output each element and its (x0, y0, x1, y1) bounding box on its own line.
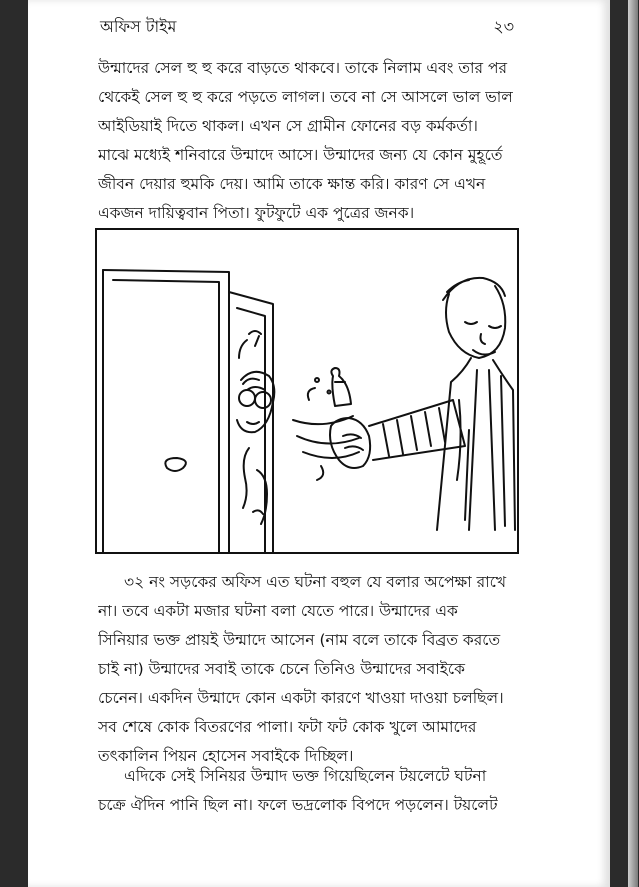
text-line: ৩২ নং সড়কের অফিস এত ঘটনা বহুল যে বলার অপেক্ষা রাখে (124, 573, 507, 591)
text-line: সব শেষে কোক বিতরণের পালা। ফটা ফট কোক খুলে আমাদের (98, 718, 477, 736)
coke-bottle (331, 368, 351, 406)
text-line: থেকেই সেল হু হু করে পড়তে লাগল। তবে না সে আসলে ভাল ভাল (98, 88, 513, 106)
running-header (100, 14, 514, 36)
cartoon-drawing (97, 230, 517, 552)
text-line: তৎকালিন পিয়ন হোসেন সবাইকে দিচ্ছিল। (98, 747, 354, 765)
text-line: উন্মাদের সেল হু হু করে বাড়তে থাকবে। তাকে নিলাম এবং তার পর (98, 59, 508, 77)
text-line: চাই না) উন্মাদের সবাই তাকে চেনে তিনিও উন্মাদের সবাইকে (98, 660, 465, 678)
crumpled-paper (165, 458, 186, 471)
cartoon-illustration (95, 228, 519, 554)
book-title: অফিস টাইম (100, 17, 177, 36)
text-line: এদিকে সেই সিনিয়র উন্মাদ ভক্ত গিয়েছিলেন টয়লেটে ঘটনা (124, 767, 487, 785)
text-line: সিনিয়ার ভক্ত প্রায়ই উন্মাদে আসেন (নাম বলে তাকে বিব্রত করতে (98, 631, 501, 649)
text-line: মাঝে মধ্যেই শনিবারে উন্মাদে আসে। উন্মাদের জন্য যে কোন মুহূর্তে (98, 146, 503, 164)
text-line: জীবন দেয়ার হুমকি দেয়। আমি তাকে ক্ষান্ত করি। কারণ সে এখন (98, 175, 486, 193)
page-number: ২৩ (493, 17, 514, 36)
text-line: একজন দায়িত্ববান পিতা। ফুটফুটে এক পুত্রের জনক। (98, 204, 415, 222)
text-line: আইডিয়াই দিতে থাকল। এখন সে গ্রামীন ফোনের বড় কর্মকর্তা। (98, 117, 478, 135)
door-frame-top (103, 270, 229, 552)
text-line: চক্রে ঐদিন পানি ছিল না। ফলে ভদ্রলোক বিপদে পড়লেন। টয়লেট (98, 796, 498, 814)
paragraph-3 (98, 762, 520, 820)
paragraph-2 (98, 568, 520, 771)
text-line: না। তবে একটা মজার ঘটনা বলা যেতে পারে। উন্মাদের এক (98, 602, 458, 620)
text-line: চেনেন। একদিন উন্মাদে কোন একটা কারণে খাওয়া দাওয়া চলছিল। (98, 689, 504, 707)
paragraph-1 (98, 54, 520, 228)
page-edge-shadow (628, 0, 638, 887)
